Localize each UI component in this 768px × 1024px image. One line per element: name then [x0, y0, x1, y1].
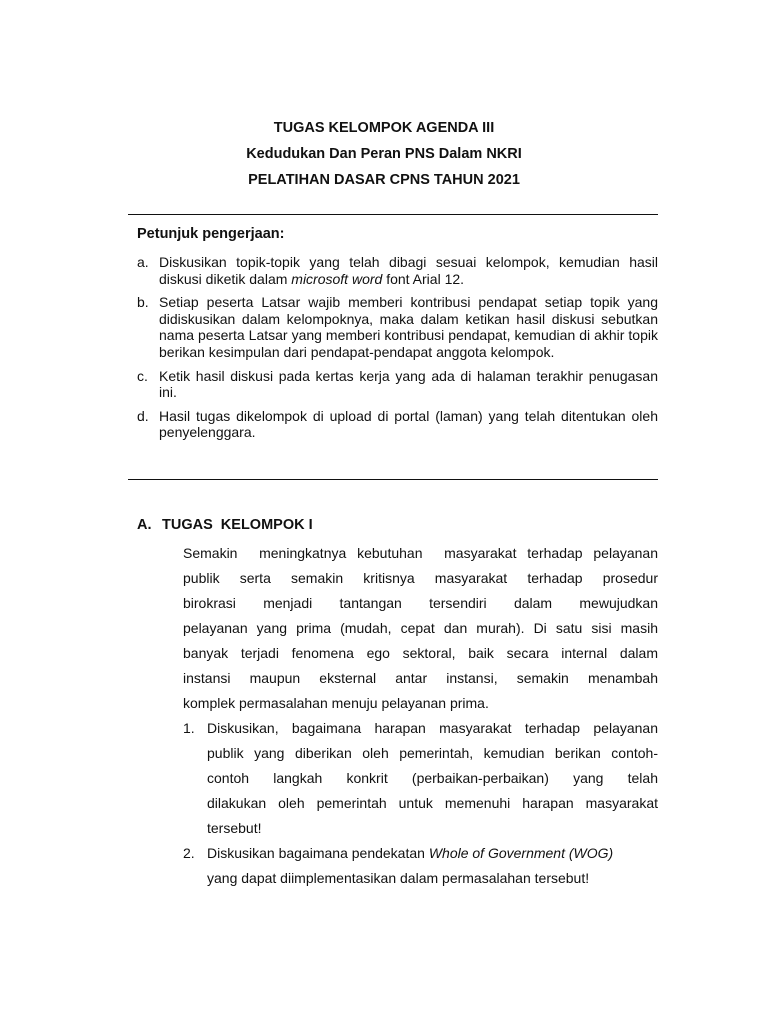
section-a-heading: [137, 517, 313, 533]
question-item-1: [183, 716, 658, 841]
question-line: dilakukan oleh pemerintah untuk memenuhi harapan masyarakat: [207, 795, 658, 811]
paragraph-line: Semakin meningkatnya kebutuhan masyarakat terhadap pelayanan: [183, 545, 658, 561]
question-line: Diskusikan, bagaimana harapan masyarakat terhadap pelayanan: [207, 720, 658, 736]
instruction-marker: a.: [137, 254, 149, 270]
paragraph-line: birokrasi menjadi tantangan tersendiri dalam mewujudkan: [183, 595, 658, 611]
paragraph-line: instansi maupun eksternal antar instansi, semakin menambah: [183, 670, 658, 686]
document-subtitle: Kedudukan Dan Peran PNS Dalam NKRI: [246, 146, 522, 162]
question-text: [207, 841, 658, 891]
paragraph-line: publik serta semakin kritisnya masyarakat terhadap prosedur: [183, 570, 658, 586]
instructions-title: Petunjuk pengerjaan:: [137, 226, 285, 242]
paragraph-line: banyak terjadi fenomena ego sektoral, baik secara internal dalam: [183, 645, 658, 661]
instruction-text: Hasil tugas dikelompok di upload di portal (laman) yang telah ditentukan oleh penyelenggara.: [159, 407, 658, 441]
question-list: [183, 716, 658, 891]
section-a-body: [183, 541, 658, 891]
question-line-part: Diskusikan bagaimana pendekatan: [207, 845, 429, 861]
document-program-title: PELATIHAN DASAR CPNS TAHUN 2021: [248, 172, 520, 188]
instruction-text-part: font Arial 12.: [382, 270, 465, 287]
question-marker: 1.: [183, 720, 195, 736]
section-letter: A.: [137, 517, 152, 533]
question-line: publik yang diberikan oleh pemerintah, kemudian berikan contoh-: [207, 745, 658, 761]
question-marker: 2.: [183, 845, 195, 861]
top-divider: [128, 214, 658, 215]
document-title: TUGAS KELOMPOK AGENDA III: [273, 120, 495, 136]
instruction-text: [159, 254, 658, 287]
paragraph-line: komplek permasalahan menuju pelayanan prima.: [183, 695, 489, 711]
question-line: [207, 841, 658, 866]
question-line: tersebut!: [207, 820, 262, 836]
section-a-paragraph: [183, 541, 658, 716]
instruction-marker: b.: [137, 294, 149, 311]
instruction-item-d: [137, 408, 658, 441]
question-text: [207, 716, 658, 841]
question-item-2: [183, 841, 658, 891]
instruction-text: Ketik hasil diskusi pada kertas kerja yang ada di halaman terakhir penugasan ini.: [159, 367, 658, 401]
instruction-item-c: [137, 368, 658, 401]
instruction-item-b: [137, 294, 658, 360]
instructions-list: [137, 254, 658, 448]
question-line-italic: Whole of Government (WOG): [428, 845, 614, 861]
paragraph-line: pelayanan yang prima (mudah, cepat dan murah). Di satu sisi masih: [183, 620, 658, 636]
instruction-item-a: [137, 254, 658, 287]
instruction-text-italic: microsoft word: [291, 270, 383, 287]
instruction-text-part: Diskusikan topik-topik yang telah dibagi sesuai kelompok, kemudian hasil diskusi diketik dalam: [159, 254, 658, 287]
instruction-marker: d.: [137, 407, 149, 424]
question-line: contoh langkah konkrit (perbaikan-perbaikan) yang telah: [207, 770, 658, 786]
bottom-divider: [128, 479, 658, 480]
instruction-marker: c.: [137, 367, 148, 384]
question-line: yang dapat diimplementasikan dalam permasalahan tersebut!: [207, 870, 590, 886]
section-title: TUGAS KELOMPOK I: [162, 517, 313, 533]
instruction-text: Setiap peserta Latsar wajib memberi kontribusi pendapat setiap topik yang didiskusikan dalam kelompoknya, maka dalam ketikan hasil diskusi sebutkan nama peserta Latsar yang memberi kontribusi pendapat, kemudian di akhir topik berikan kesimpulan dari pendapat-pendapat anggota kelompok.: [159, 294, 658, 360]
